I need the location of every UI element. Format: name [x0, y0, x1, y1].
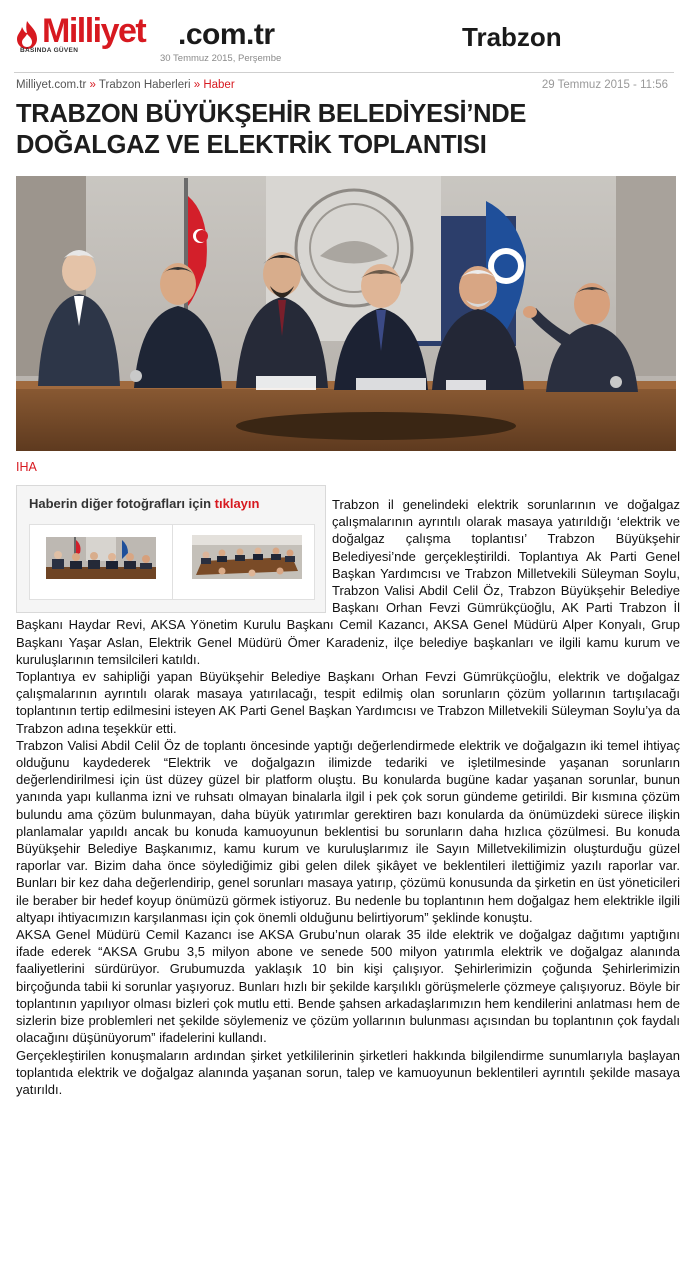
breadcrumb-trabzon-news[interactable]: Trabzon Haberleri	[98, 79, 191, 91]
city-section-title[interactable]: Trabzon	[462, 22, 562, 52]
site-header	[0, 0, 687, 72]
meeting-photo-image	[16, 176, 676, 451]
article-paragraph: AKSA Genel Müdürü Cemil Kazancı ise AKSA Grubu’nun olarak 35 ilde elektrik ve doğalgaz dağıtımı yaptığını ifade ederek “AKSA Grubu 3,5 milyon abone ve senede 500 milyon yatırımla elektrik ve doğalgaz alanında faaliyetlerini sürdürüyor. Grubumuzda yaklaşık 10 bin kişi çalışıyor. Şehirlerimizin çoğunda Şehirlerimizin birçoğunda tabii ki sorunlar yaşıyoruz. Bunları hızlı bir şekilde karşılıklı görüşmelerle çözmeye çalışıyoruz. Böyle bir toplantının yapılıyor olması bizleri çok mutlu etti. Bende şahsen arkadaşlarımızın hem kendilerini anlatması hem de sizlerin bize problemleri net şekilde söylemeniz ve çözüm yollarının bulunması açısından bu toplantının çok faydalı olacağını düşünüyorum” ifadelerini kullandı.	[16, 927, 680, 1046]
gallery-link[interactable]: tıklayın	[214, 496, 260, 511]
header-date: 30 Temmuz 2015, Perşembe	[160, 53, 282, 64]
logo-tagline: BASINDA GÜVEN	[20, 47, 79, 54]
gallery-label: Haberin diğer fotoğrafları için	[29, 496, 212, 511]
breadcrumb-current: Haber	[203, 79, 235, 91]
gallery-float-spacer	[16, 496, 332, 616]
article-paragraph: Trabzon Valisi Abdil Celil Öz de toplantı öncesinde yaptığı değerlendirmede elektrik ve doğalgazın iki temel ihtiyaç olduğunu kaydederek “Elektrik ve doğalgazın ilimizde tedariki ve işletilmesinde yaşanan sorunların değerlendirilmesi için üst düzey güzel bir platform oluştu. Bu konularda bugüne kadar yaşanan sorunlar, bunun yanında yapı kullanma izni ve ruhsatı olmayan binalarla ilgil i pek çok sorun gündeme getirildi. Bir kısmına çözüm bulundu ama çözüm bulunmayan, daha büyük yatırımlar gerektiren bazı konularda da önümüzdeki sürece ilişkin planlamalar yapıldı ancak bu konuda kamuoyunun beklentisi bu sorunların daha hızlıca çözülmesi. Bu konuda Büyükşehir Belediye Başkanımız, kamu kurum ve kuruluşlarımız ile Sayın Milletvekilimizin oluşturduğu güzel raporlar var. Bizim daha önce söylediğimiz gibi gelen dilek şikâyet ve beklentileri ilettiğimiz yazılı raporlar var. Bunları bir kez daha değerlendirip, genel sorunları masaya yatırıp, çözümü konusunda da şirketin en üst yöneticileri ile beraber bir hedef koyup önümüzü görmek istiyoruz. Bu nedenle bu toplantının hem doğalgaz hem elektrikle ilgili altyapı ihtiyacımızın karşılanması için çok önemli olduğunu belirtiyorum” şeklinde konuştu.	[16, 737, 680, 925]
flame-logo-icon	[14, 20, 40, 50]
article-paragraph: Trabzon il genelindeki elektrik sorunlarının ve doğalgaz çalışmalarının ayrıntılı olarak masaya yatırıldığı ‘elektrik ve doğalgaz çalışma toplantısı’ Trabzon Büyükşehir Belediyesi’nde gerçekleştirildi. Toplantıya Ak Parti Genel Başkan Yardımcısı ve Trabzon Milletvekili Süleyman Soylu, Trabzon Valisi Abdil Celil Öz, Trabzon Büyükşehir Belediye Başkanı Orhan Fevzi Gümrükçüoğlu, AK Parti Trabzon İl Başkanı Haydar Revi, AKSA Yönetim Kurulu Başkanı Cemil Kazancı, AKSA Genel Müdürü Alper Konyalı, Grup Başkanı Yaşar Aslan, Elektrik Genel Müdürü Ömer Karadeniz, ilçe belediye başkanları ve ilgili kamu kurum ve kuruluşlarının temsilcileri katıldı.	[16, 497, 680, 667]
article-main-photo[interactable]	[16, 176, 676, 451]
logo-domain: .com.tr	[178, 18, 275, 51]
news-agency-label: IHA	[16, 460, 37, 474]
article-paragraph: Gerçekleştirilen konuşmaların ardından şirket yetkililerinin şirketleri hakkında bilgilendirme sunumlarıyla başlayan toplantıda elektrik ve doğalgaz alanında yaşanan sorun, talep ve kamuoyunun beklentileri ayrıntılı şekilde masaya yatırıldı.	[16, 1047, 680, 1097]
breadcrumb	[16, 79, 235, 91]
article-paragraph: Toplantıya ev sahipliği yapan Büyükşehir Belediye Başkanı Orhan Fevzi Gümrükçüoğlu, elektrik ve doğalgaz çalışmalarının ayrıntılı olarak masaya yatırılacağı, tespit edilmiş olan sorunların çözüm yollarının tartışılacağı toplantının tertip edilmesini isteyen AK Parti Genel Başkan Yardımcısı ve Trabzon Milletvekili Süleyman Soylu’ya da Trabzon adına teşekkür etti.	[16, 669, 680, 736]
breadcrumb-separator: »	[193, 79, 201, 91]
article-body	[16, 496, 680, 1098]
logo-wordmark: Milliyet	[42, 12, 146, 50]
published-date: 29 Temmuz 2015 - 11:56	[541, 79, 668, 91]
breadcrumb-separator: »	[89, 79, 96, 91]
breadcrumb-home[interactable]: Milliyet.com.tr	[16, 79, 87, 91]
article-title: TRABZON BÜYÜKŞEHİR BELEDİYESİ’NDE DOĞALGAZ VE ELEKTRİK TOPLANTISI	[16, 100, 527, 159]
header-divider	[14, 72, 674, 73]
